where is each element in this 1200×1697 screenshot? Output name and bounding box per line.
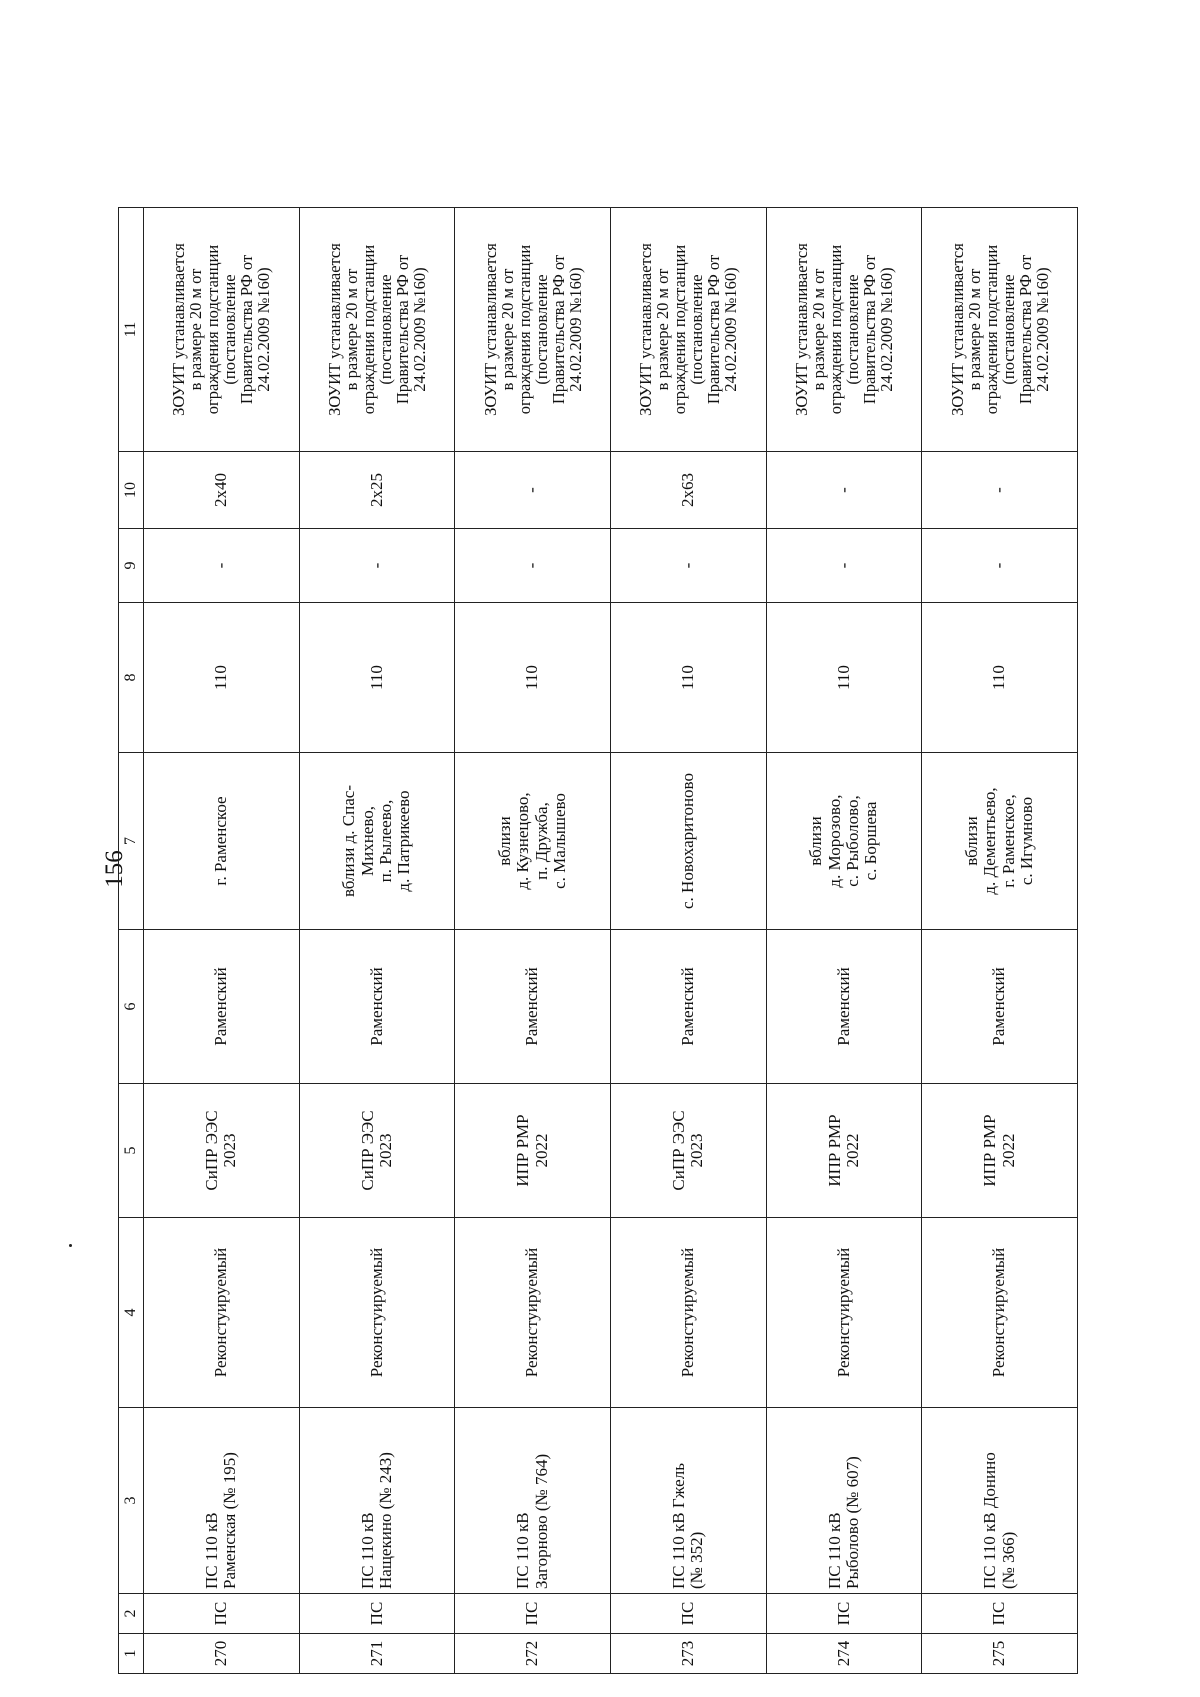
header-cell-9: 9 bbox=[119, 529, 144, 603]
location-cell: вблизи д. Дементьево, г. Раменское, с. Игумново bbox=[922, 753, 1078, 930]
table-row bbox=[610, 208, 766, 1674]
district-cell: Раменский bbox=[144, 930, 300, 1084]
district-cell: Раменский bbox=[455, 930, 611, 1084]
source-document-cell: ИПР РМР 2022 bbox=[455, 1084, 611, 1218]
row-number-cell: 270 bbox=[144, 1634, 300, 1674]
status-cell: Реконстуируемый bbox=[922, 1218, 1078, 1408]
object-type-cell: ПС bbox=[455, 1594, 611, 1634]
object-type-cell: ПС bbox=[766, 1594, 922, 1634]
district-cell: Раменский bbox=[922, 930, 1078, 1084]
header-cell-4: 4 bbox=[119, 1218, 144, 1408]
location-cell: вблизи д. Кузнецово, п. Дружба, с. Малышево bbox=[455, 753, 611, 930]
column-10-cell: - bbox=[766, 452, 922, 529]
table-row bbox=[455, 208, 611, 1674]
source-document-cell: ИПР РМР 2022 bbox=[922, 1084, 1078, 1218]
header-cell-1: 1 bbox=[119, 1634, 144, 1674]
column-9-cell: - bbox=[144, 529, 300, 603]
row-number-cell: 275 bbox=[922, 1634, 1078, 1674]
object-type-cell: ПС bbox=[610, 1594, 766, 1634]
header-row bbox=[119, 208, 144, 1674]
status-cell: Реконстуируемый bbox=[299, 1218, 455, 1408]
row-number-cell: 274 bbox=[766, 1634, 922, 1674]
zone-note-cell: ЗОУИТ устанавливается в размере 20 м от ограждения подстанции (постановление Правительства РФ от 24.02.2009 №160) bbox=[766, 208, 922, 452]
object-name-cell: ПС 110 кВ Рыболово (№ 607) bbox=[766, 1408, 922, 1594]
row-number-cell: 271 bbox=[299, 1634, 455, 1674]
header-cell-6: 6 bbox=[119, 930, 144, 1084]
status-cell: Реконстуируемый bbox=[144, 1218, 300, 1408]
column-9-cell: - bbox=[455, 529, 611, 603]
object-name-cell: ПС 110 кВ Нащекино (№ 243) bbox=[299, 1408, 455, 1594]
voltage-cell: 110 bbox=[455, 603, 611, 753]
source-document-cell: СиПР ЭЭС 2023 bbox=[144, 1084, 300, 1218]
location-cell: вблизи д. Спас- Михнево, п. Рылеево, д. Патрикеево bbox=[299, 753, 455, 930]
source-document-cell: ИПР РМР 2022 bbox=[766, 1084, 922, 1218]
zone-note-cell: ЗОУИТ устанавливается в размере 20 м от ограждения подстанции (постановление Правительства РФ от 24.02.2009 №160) bbox=[299, 208, 455, 452]
zone-note-cell: ЗОУИТ устанавливается в размере 20 м от ограждения подстанции (постановление Правительства РФ от 24.02.2009 №160) bbox=[610, 208, 766, 452]
page-number: 156 bbox=[101, 850, 128, 888]
source-document-cell: СиПР ЭЭС 2023 bbox=[299, 1084, 455, 1218]
location-cell: с. Новохаритоново bbox=[610, 753, 766, 930]
status-cell: Реконстуируемый bbox=[766, 1218, 922, 1408]
object-type-cell: ПС bbox=[144, 1594, 300, 1634]
column-9-cell: - bbox=[922, 529, 1078, 603]
object-name-cell: ПС 110 кВ Загорново (№ 764) bbox=[455, 1408, 611, 1594]
district-cell: Раменский bbox=[610, 930, 766, 1084]
district-cell: Раменский bbox=[299, 930, 455, 1084]
column-10-cell: 2x63 bbox=[610, 452, 766, 529]
object-name-cell: ПС 110 кВ Раменская (№ 195) bbox=[144, 1408, 300, 1594]
scan-speck bbox=[69, 1244, 72, 1247]
district-cell: Раменский bbox=[766, 930, 922, 1084]
voltage-cell: 110 bbox=[299, 603, 455, 753]
column-10-cell: 2x40 bbox=[144, 452, 300, 529]
column-9-cell: - bbox=[610, 529, 766, 603]
object-name-cell: ПС 110 кВ Донино (№ 366) bbox=[922, 1408, 1078, 1594]
header-cell-7: 7 bbox=[119, 753, 144, 930]
header-cell-11: 11 bbox=[119, 208, 144, 452]
voltage-cell: 110 bbox=[144, 603, 300, 753]
status-cell: Реконстуируемый bbox=[455, 1218, 611, 1408]
voltage-cell: 110 bbox=[922, 603, 1078, 753]
header-cell-8: 8 bbox=[119, 603, 144, 753]
location-cell: г. Раменское bbox=[144, 753, 300, 930]
zone-note-cell: ЗОУИТ устанавливается в размере 20 м от ограждения подстанции (постановление Правительства РФ от 24.02.2009 №160) bbox=[455, 208, 611, 452]
column-10-cell: 2x25 bbox=[299, 452, 455, 529]
table-row bbox=[766, 208, 922, 1674]
source-document-cell: СиПР ЭЭС 2023 bbox=[610, 1084, 766, 1218]
rotated-table-frame bbox=[118, 208, 1078, 1674]
column-10-cell: - bbox=[455, 452, 611, 529]
object-type-cell: ПС bbox=[299, 1594, 455, 1634]
object-name-cell: ПС 110 кВ Гжель (№ 352) bbox=[610, 1408, 766, 1594]
header-cell-2: 2 bbox=[119, 1594, 144, 1634]
header-cell-5: 5 bbox=[119, 1084, 144, 1218]
row-number-cell: 272 bbox=[455, 1634, 611, 1674]
zone-note-cell: ЗОУИТ устанавливается в размере 20 м от ограждения подстанции (постановление Правительства РФ от 24.02.2009 №160) bbox=[144, 208, 300, 452]
status-cell: Реконстуируемый bbox=[610, 1218, 766, 1408]
column-10-cell: - bbox=[922, 452, 1078, 529]
voltage-cell: 110 bbox=[766, 603, 922, 753]
substation-table bbox=[118, 207, 1078, 1674]
row-number-cell: 273 bbox=[610, 1634, 766, 1674]
object-type-cell: ПС bbox=[922, 1594, 1078, 1634]
table-row bbox=[144, 208, 300, 1674]
table-row bbox=[922, 208, 1078, 1674]
column-9-cell: - bbox=[299, 529, 455, 603]
header-cell-10: 10 bbox=[119, 452, 144, 529]
header-cell-3: 3 bbox=[119, 1408, 144, 1594]
zone-note-cell: ЗОУИТ устанавливается в размере 20 м от ограждения подстанции (постановление Правительства РФ от 24.02.2009 №160) bbox=[922, 208, 1078, 452]
location-cell: вблизи д. Морозово, с. Рыболово, с. Боршева bbox=[766, 753, 922, 930]
column-9-cell: - bbox=[766, 529, 922, 603]
table-row bbox=[299, 208, 455, 1674]
voltage-cell: 110 bbox=[610, 603, 766, 753]
